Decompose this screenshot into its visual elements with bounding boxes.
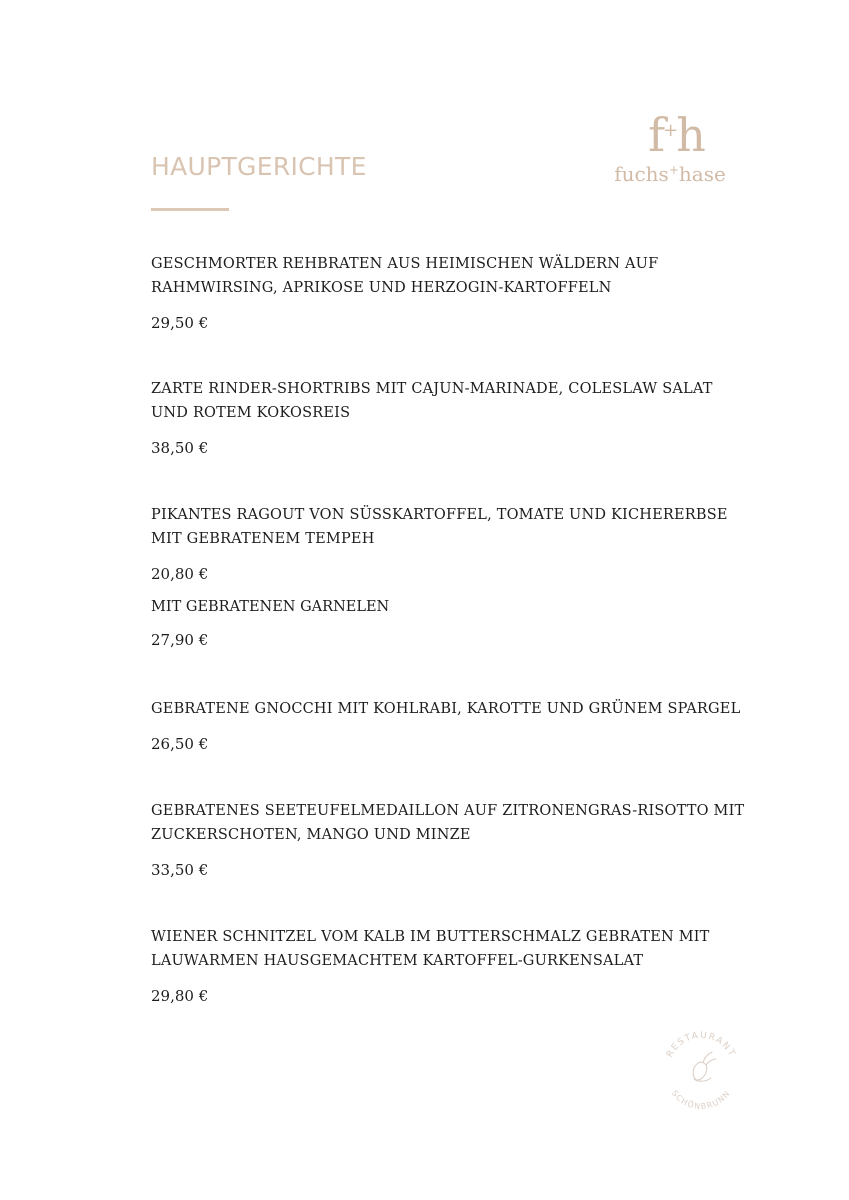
menu-item: [151, 925, 751, 1006]
brand-logo: [608, 108, 732, 202]
menu-item: [151, 252, 751, 333]
logo-word-plus: +: [668, 163, 679, 177]
logo-monogram-plus: +: [663, 120, 677, 141]
title-divider: [151, 208, 229, 211]
menu-item: [151, 697, 751, 754]
page-title: HAUPTGERICHTE: [151, 152, 367, 181]
dish-price: 29,80 €: [151, 987, 209, 1005]
stamp-bottom-text: SCHÖNBRUNN: [669, 1088, 733, 1112]
dish-price: 29,50 €: [151, 314, 209, 332]
dish-option-name: MIT GEBRATENEN GARNELEN: [151, 599, 390, 615]
logo-monogram-h: h: [676, 108, 704, 162]
menu-item: [151, 377, 751, 458]
hare-icon: [693, 1052, 716, 1081]
dish-price: 20,80 €: [151, 565, 209, 583]
logo-monogram: [620, 108, 732, 162]
menu-item: [151, 503, 751, 650]
dish-name: WIENER SCHNITZEL VOM KALB IM BUTTERSCHMALZ GEBRATEN MIT LAUWARMEN HAUSGEMACHTEM KARTOFFEL-GURKENSALAT: [151, 929, 710, 969]
dish-price: 26,50 €: [151, 735, 209, 753]
dish-name: GEBRATENE GNOCCHI MIT KOHLRABI, KAROTTE UND GRÜNEM SPARGEL: [151, 701, 741, 717]
dish-name: GEBRATENES SEETEUFELMEDAILLON AUF ZITRONENGRAS-RISOTTO MIT ZUCKERSCHOTEN, MANGO UND MINZE: [151, 803, 745, 843]
logo-word-left: fuchs: [614, 162, 669, 186]
restaurant-stamp: [656, 1022, 746, 1112]
dish-name: ZARTE RINDER-SHORTRIBS MIT CAJUN-MARINADE, COLESLAW SALAT UND ROTEM KOKOSREIS: [151, 381, 713, 421]
dish-price: 33,50 €: [151, 861, 209, 879]
dish-name: GESCHMORTER REHBRATEN AUS HEIMISCHEN WÄLDERN AUF RAHMWIRSING, APRIKOSE UND HERZOGIN-KARTOFFELN: [151, 256, 659, 296]
logo-wordmark: [608, 162, 732, 186]
dish-option-price: 27,90 €: [151, 631, 209, 649]
logo-monogram-f: f: [648, 108, 664, 162]
dish-name: PIKANTES RAGOUT VON SÜSSKARTOFFEL, TOMATE UND KICHERERBSE MIT GEBRATENEM TEMPEH: [151, 507, 728, 547]
logo-word-right: hase: [678, 162, 726, 186]
dish-price: 38,50 €: [151, 439, 209, 457]
stamp-top-text: RESTAURANT: [665, 1030, 737, 1060]
menu-item: [151, 799, 751, 880]
